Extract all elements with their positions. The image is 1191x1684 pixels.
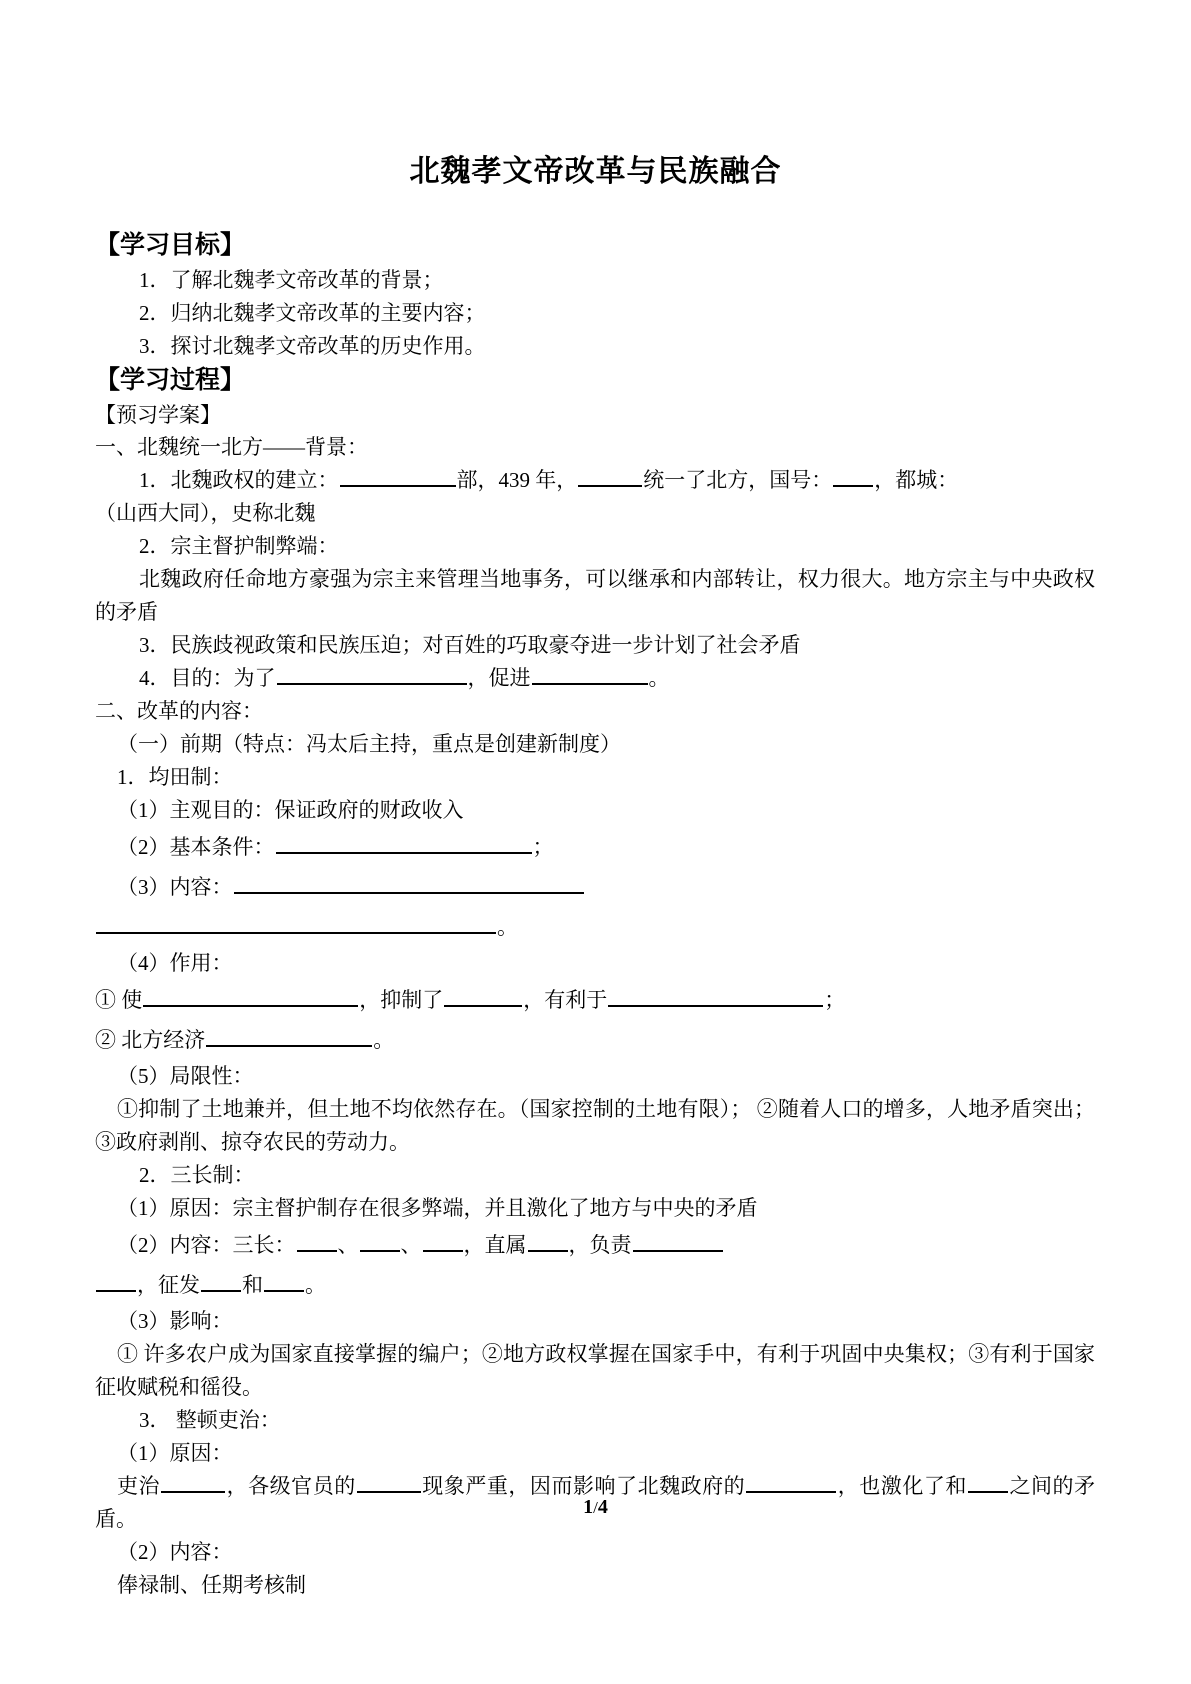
section-one-item-2-heading: 2．宗主督护制弊端：	[139, 534, 339, 558]
juntian-heading: 1．均田制：	[117, 765, 233, 789]
section-one-item-1	[95, 464, 1095, 497]
blank-sanzhang-levy-1[interactable]	[201, 1272, 241, 1292]
sanzhang-content-b: 、	[337, 1233, 359, 1257]
blank-sanzhang-3[interactable]	[423, 1232, 463, 1252]
juntian-purpose: （1）主观目的：保证政府的财政收入	[117, 798, 464, 822]
sanzhang-reason: （1）原因：宗主督护制存在很多弊端，并且激化了地方与中央的矛盾	[117, 1196, 758, 1220]
sanzhang-content-row-2	[95, 1265, 1095, 1305]
juntian-limit-label: （5）局限性：	[117, 1064, 254, 1088]
page-title: 北魏孝文帝改革与民族融合	[409, 155, 782, 188]
juntian-effect2-b: 。	[373, 1028, 395, 1052]
blank-lizhi-1[interactable]	[161, 1473, 225, 1493]
sanzhang-content-c: 、	[400, 1233, 422, 1257]
sanzhang-effect-label: （3）影响：	[117, 1309, 233, 1333]
blank-lizhi-4[interactable]	[968, 1473, 1008, 1493]
juntian-effect-2	[95, 1020, 1095, 1060]
juntian-effect1-b: ，抑制了	[359, 988, 444, 1012]
blank-sanzhang-subordinate[interactable]	[528, 1232, 568, 1252]
lizhi-reason-d: ，也激化了和	[837, 1474, 967, 1498]
item4-mid: ，促进	[467, 666, 531, 690]
blank-juntian-condition[interactable]	[276, 834, 532, 854]
blank-juntian-effect-1a[interactable]	[143, 987, 358, 1007]
juntian-condition-label: （2）基本条件：	[117, 835, 275, 859]
lizhi-content-text: 俸禄制、任期考核制	[117, 1573, 306, 1597]
blank-purpose-2[interactable]	[532, 665, 648, 685]
section-two-part-one-heading: （一）前期（特点：冯太后主持，重点是创建新制度）	[117, 732, 621, 756]
lizhi-reason-a: 吏治	[117, 1474, 161, 1498]
blank-lizhi-2[interactable]	[357, 1473, 421, 1493]
preview-subheading: 【预习学案】	[95, 403, 221, 427]
item1-mid1: 部，439 年，	[456, 468, 578, 492]
page-number-separator: /	[593, 1498, 598, 1517]
juntian-condition-suffix: ；	[532, 835, 554, 859]
lizhi-reason-e: 之间的矛盾。	[95, 1474, 1096, 1531]
blank-sanzhang-levy-2[interactable]	[264, 1272, 304, 1292]
page-footer	[0, 1496, 1191, 1519]
sanzhang-effect-text: ① 许多农户成为国家直接掌握的编户；②地方政权掌握在国家手中，有利于巩固中央集权；③有利于国家征收赋税和徭役。	[95, 1342, 1095, 1399]
lizhi-reason-c: 现象严重，因而影响了北魏政府的	[421, 1474, 746, 1498]
objectives-heading: 【学习目标】	[95, 232, 246, 259]
lizhi-reason-b: ，各级官员的	[226, 1474, 356, 1498]
page-number-current: 1	[583, 1496, 594, 1518]
objective-item-1: 1．了解北魏孝文帝改革的背景；	[139, 268, 444, 292]
juntian-content-row-1	[95, 867, 1095, 907]
document-body	[95, 228, 1095, 1602]
blank-sanzhang-duty-1[interactable]	[633, 1232, 723, 1252]
juntian-effect1-a: ① 使	[95, 988, 143, 1012]
blank-dynasty-name[interactable]	[833, 467, 873, 487]
section-two-heading: 二、改革的内容：	[95, 699, 263, 723]
sanzhang-content-g: 和	[242, 1273, 263, 1297]
sanzhang-content-f: ，征发	[137, 1273, 200, 1297]
sanzhang-content-d: ，直属	[463, 1233, 527, 1257]
lizhi-heading: 3． 整顿吏治：	[139, 1408, 281, 1432]
blank-purpose-1[interactable]	[277, 665, 467, 685]
lizhi-content-label: （2）内容：	[117, 1540, 233, 1564]
juntian-limit-text: ①抑制了土地兼并，但土地不均依然存在。（国家控制的土地有限）； ②随着人口的增多，人地矛盾突出；③政府剥削、掠夺农民的劳动力。	[95, 1097, 1095, 1154]
juntian-content-label: （3）内容：	[117, 875, 233, 899]
sanzhang-content-row-1	[95, 1225, 1095, 1265]
blank-sanzhang-duty-2[interactable]	[96, 1272, 136, 1292]
juntian-content-row-2	[95, 907, 1095, 947]
juntian-condition-row	[95, 827, 1095, 867]
section-one-heading: 一、北魏统一北方——背景：	[95, 435, 368, 459]
section-one-item-1-continuation: （山西大同），史称北魏	[95, 501, 316, 525]
blank-lizhi-3[interactable]	[746, 1473, 836, 1493]
objective-item-2: 2．归纳北魏孝文帝改革的主要内容；	[139, 301, 486, 325]
sanzhang-heading: 2．三长制：	[139, 1163, 255, 1187]
item1-mid3: ，都城：	[874, 468, 959, 492]
blank-tribe[interactable]	[340, 467, 456, 487]
blank-juntian-content-1[interactable]	[234, 874, 584, 894]
lizhi-reason-label: （1）原因：	[117, 1441, 233, 1465]
juntian-effect-label: （4）作用：	[117, 951, 233, 975]
juntian-effect1-d: ；	[824, 988, 846, 1012]
section-one-item-4	[95, 662, 1095, 695]
juntian-effect1-c: ，有利于	[523, 988, 608, 1012]
item4-suffix: 。	[648, 666, 670, 690]
juntian-effect-1	[95, 980, 1095, 1020]
blank-sanzhang-2[interactable]	[360, 1232, 400, 1252]
sanzhang-content-a: （2）内容：三长：	[117, 1233, 296, 1257]
blank-juntian-effect-1b[interactable]	[444, 987, 522, 1007]
section-one-item-2-text: 北魏政府任命地方豪强为宗主来管理当地事务，可以继承和内部转让，权力很大。地方宗主与中央政权的矛盾	[95, 567, 1095, 624]
objective-item-3: 3．探讨北魏孝文帝改革的历史作用。	[139, 334, 486, 358]
page-number-total: 4	[597, 1496, 608, 1518]
process-heading: 【学习过程】	[95, 367, 246, 394]
item1-mid2: 统一了北方，国号：	[643, 468, 833, 492]
blank-juntian-effect-1c[interactable]	[608, 987, 823, 1007]
juntian-effect2-a: ② 北方经济	[95, 1028, 206, 1052]
blank-juntian-content-2[interactable]	[96, 914, 496, 934]
juntian-content-end: 。	[497, 915, 518, 939]
item1-prefix: 1．北魏政权的建立：	[139, 468, 339, 492]
sanzhang-content-e: ，负责	[568, 1233, 632, 1257]
sanzhang-content-h: 。	[305, 1273, 326, 1297]
blank-unifier[interactable]	[578, 467, 642, 487]
item4-prefix: 4．目的：为了	[139, 666, 276, 690]
blank-juntian-effect-2[interactable]	[206, 1027, 372, 1047]
section-one-item-3: 3．民族歧视政策和民族压迫；对百姓的巧取豪夺进一步计划了社会矛盾	[139, 633, 801, 657]
blank-sanzhang-1[interactable]	[297, 1232, 337, 1252]
